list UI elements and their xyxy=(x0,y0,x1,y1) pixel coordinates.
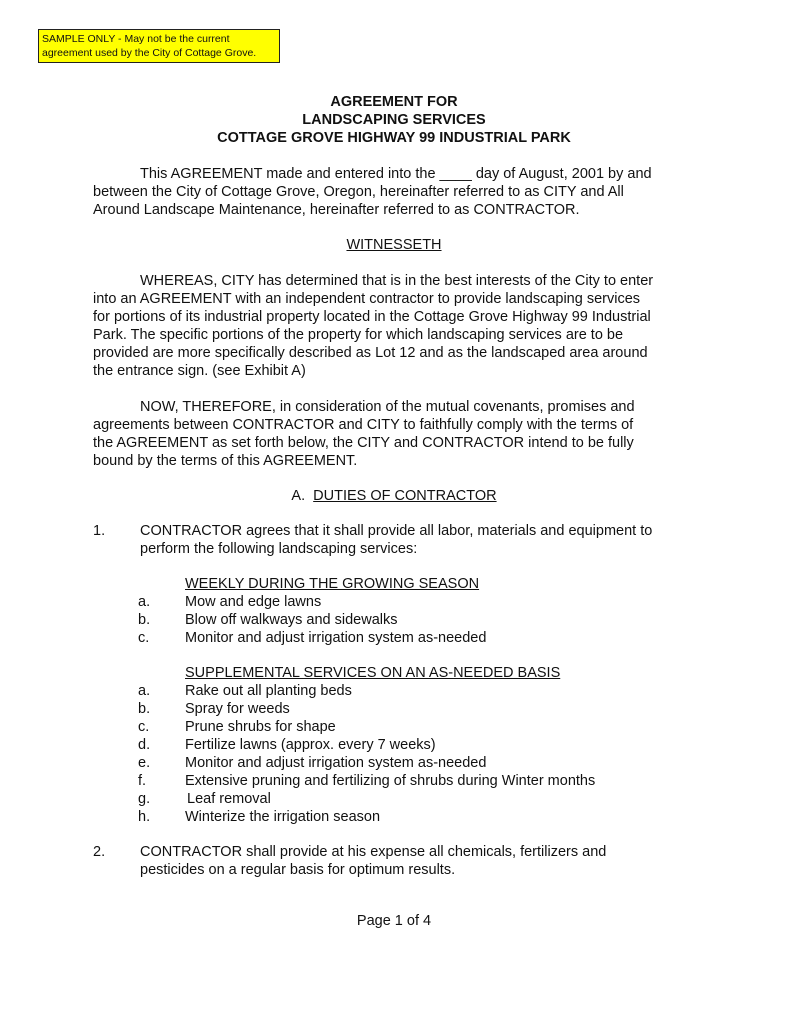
now-therefore-line4: bound by the terms of this AGREEMENT. xyxy=(93,453,358,469)
sample-notice-line2: agreement used by the City of Cottage Grove. xyxy=(42,47,257,59)
supp-item-f-letter: f. xyxy=(138,773,147,789)
supp-item-d-letter: d. xyxy=(138,737,151,753)
supplemental-heading: SUPPLEMENTAL SERVICES ON AN AS-NEEDED BASIS xyxy=(185,665,561,681)
whereas-line4: Park. The specific portions of the property for which landscaping services are to be xyxy=(93,327,624,343)
supp-item-a: Rake out all planting beds xyxy=(185,683,352,699)
witnesseth-heading xyxy=(0,236,788,254)
weekly-item-c: Monitor and adjust irrigation system as-needed xyxy=(185,630,487,646)
supp-item-f: Extensive pruning and fertilizing of shrubs during Winter months xyxy=(185,773,596,789)
supp-item-g-letter: g. xyxy=(138,791,151,807)
whereas-line3: for portions of its industrial property located in the Cottage Grove Highway 99 Industrial xyxy=(93,309,651,325)
whereas-line5: provided are more specifically described as Lot 12 and as the landscaped area around xyxy=(93,345,648,361)
title-line3: COTTAGE GROVE HIGHWAY 99 INDUSTRIAL PARK xyxy=(217,130,571,146)
whereas-line2: into an AGREEMENT with an independent contractor to provide landscaping services xyxy=(93,291,641,307)
weekly-item-c-letter: c. xyxy=(138,630,150,646)
clause1-line2: perform the following landscaping services: xyxy=(140,541,418,557)
supp-item-g: Leaf removal xyxy=(187,791,271,807)
supp-item-c: Prune shrubs for shape xyxy=(185,719,336,735)
supp-item-a-letter: a. xyxy=(138,683,151,699)
intro-line1: This AGREEMENT made and entered into the ____ day of August, 2001 by and xyxy=(140,166,652,182)
intro-line3: Around Landscape Maintenance, hereinafter referred to as CONTRACTOR. xyxy=(93,202,580,218)
weekly-item-a: Mow and edge lawns xyxy=(185,594,322,610)
clause1-line1: CONTRACTOR agrees that it shall provide all labor, materials and equipment to xyxy=(140,523,653,539)
supp-item-b-letter: b. xyxy=(138,701,151,717)
supp-item-e: Monitor and adjust irrigation system as-needed xyxy=(185,755,487,771)
section-a-prefix: A. xyxy=(291,488,306,504)
whereas-line1: WHEREAS, CITY has determined that is in the best interests of the City to enter xyxy=(140,273,654,289)
now-therefore-line1: NOW, THEREFORE, in consideration of the mutual covenants, promises and xyxy=(140,399,635,415)
weekly-item-b-letter: b. xyxy=(138,612,151,628)
page-number: Page 1 of 4 xyxy=(356,913,432,929)
sample-notice-line1: SAMPLE ONLY - May not be the current xyxy=(42,33,230,45)
section-a-heading xyxy=(0,487,788,505)
clause2-number: 2. xyxy=(93,844,106,860)
clause2-line1: CONTRACTOR shall provide at his expense all chemicals, fertilizers and xyxy=(140,844,607,860)
section-a-title: DUTIES OF CONTRACTOR xyxy=(313,488,497,504)
weekly-item-a-letter: a. xyxy=(138,594,151,610)
clause2-line2: pesticides on a regular basis for optimum results. xyxy=(140,862,456,878)
title-line2: LANDSCAPING SERVICES xyxy=(302,112,486,128)
clause1-number: 1. xyxy=(93,523,106,539)
supp-item-c-letter: c. xyxy=(138,719,150,735)
supp-item-e-letter: e. xyxy=(138,755,151,771)
intro-line2: between the City of Cottage Grove, Oregon, hereinafter referred to as CITY and All xyxy=(93,184,624,200)
title-line1: AGREEMENT FOR xyxy=(330,94,458,110)
supp-item-h-letter: h. xyxy=(138,809,151,825)
witnesseth-text: WITNESSETH xyxy=(346,237,442,253)
supp-item-h: Winterize the irrigation season xyxy=(185,809,381,825)
supp-item-d: Fertilize lawns (approx. every 7 weeks) xyxy=(185,737,436,753)
supp-item-b: Spray for weeds xyxy=(185,701,290,717)
sample-notice xyxy=(38,29,280,63)
now-therefore-line3: the AGREEMENT as set forth below, the CITY and CONTRACTOR intend to be fully xyxy=(93,435,634,451)
now-therefore-line2: agreements between CONTRACTOR and CITY to faithfully comply with the terms of xyxy=(93,417,634,433)
weekly-heading: WEEKLY DURING THE GROWING SEASON xyxy=(185,576,480,592)
whereas-line6: the entrance sign. (see Exhibit A) xyxy=(93,363,306,379)
weekly-item-b: Blow off walkways and sidewalks xyxy=(185,612,398,628)
